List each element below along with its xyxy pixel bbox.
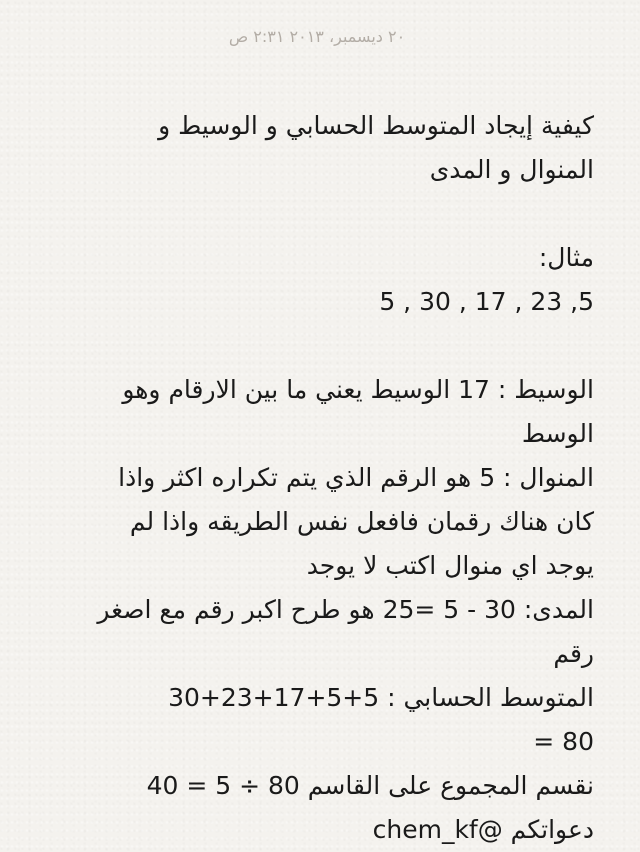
note-median-line-2: الوسط bbox=[521, 419, 594, 448]
note-signature-line: دعواتكم @chem_kf bbox=[372, 815, 594, 844]
note-date: ٢٠ ديسمبر، ٢٠١٣ ٢:٣١ ص bbox=[228, 27, 406, 46]
note-mode-line-1: المنوال : 5 هو الرقم الذي يتم تكراره اكثر واذا bbox=[118, 463, 594, 492]
note-body[interactable] bbox=[40, 104, 594, 852]
note-blank-line bbox=[40, 192, 594, 236]
note-range-line-2: رقم bbox=[553, 639, 594, 668]
note-range-line-1: المدى: 30 - 5 =25 هو طرح اكبر رقم مع اصغر bbox=[97, 595, 594, 624]
note-title-line-1: كيفية إيجاد المتوسط الحسابي و الوسيط و bbox=[158, 111, 594, 140]
note-mean-line-2: = 80 bbox=[533, 727, 594, 756]
note-mode-line-2: كان هناك رقمان فافعل نفس الطريقه واذا لم bbox=[129, 507, 594, 536]
note-title-line-2: المنوال و المدى bbox=[429, 155, 594, 184]
note-blank-line bbox=[40, 324, 594, 368]
note-division-line: نقسم المجموع على القاسم 80 ÷ 5 = 40 bbox=[146, 771, 594, 800]
note-example-numbers: 5 , 30 , 17 , 23 ,5 bbox=[379, 287, 594, 316]
note-mode-line-3: يوجد اي منوال اكتب لا يوجد bbox=[306, 551, 594, 580]
note-example-label: مثال: bbox=[538, 243, 594, 272]
note-mean-line-1: المتوسط الحسابي : 5+5+17+23+30 bbox=[168, 683, 594, 712]
note-median-line-1: الوسيط : 17 الوسيط يعني ما بين الارقام وهو bbox=[122, 375, 594, 404]
